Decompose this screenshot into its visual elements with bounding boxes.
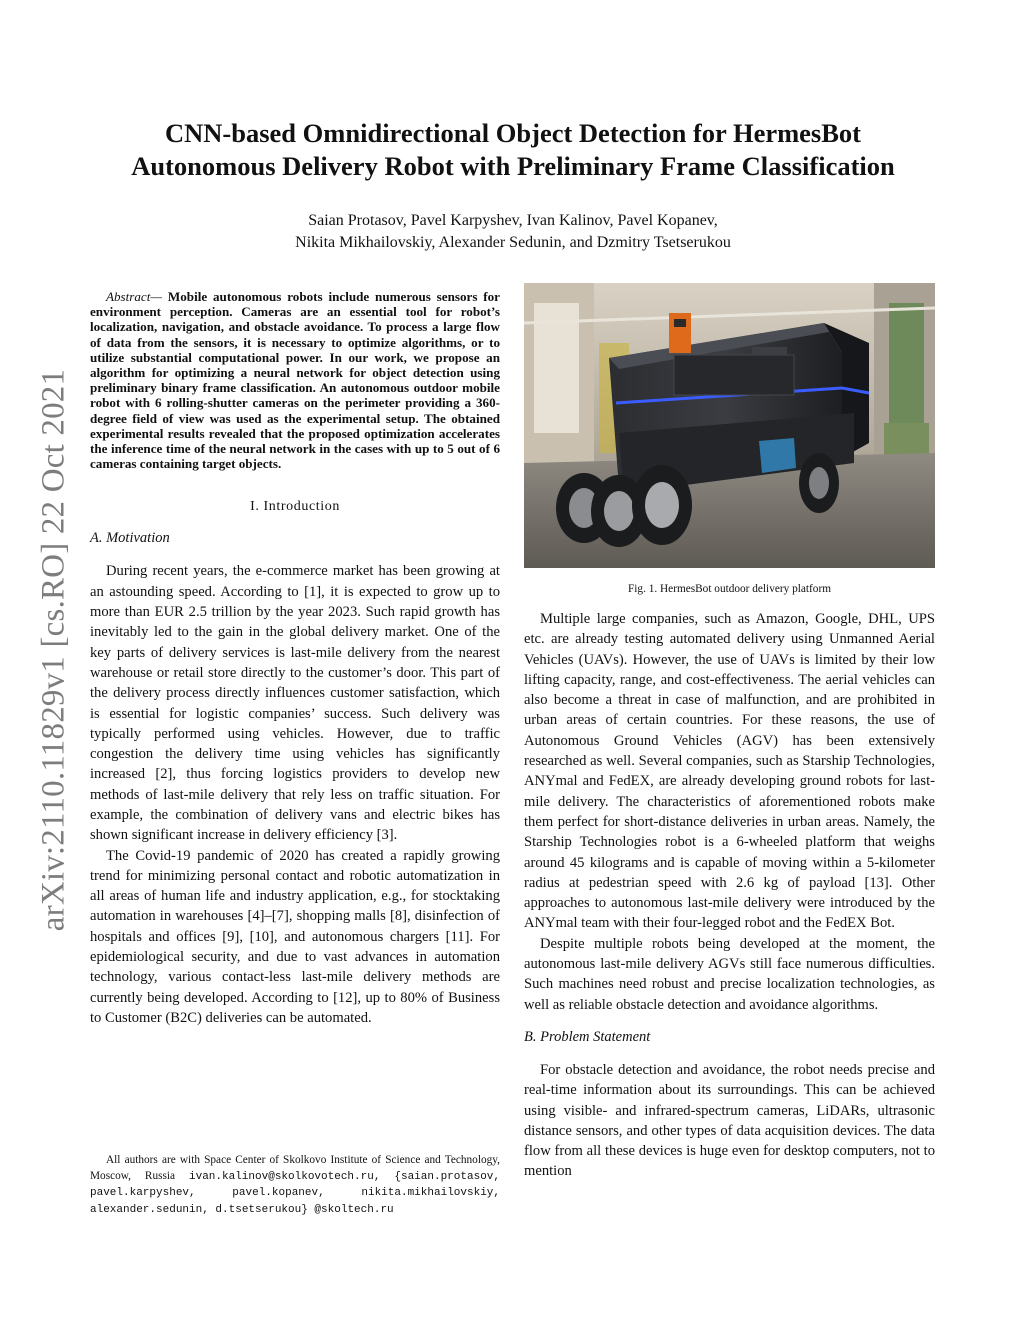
subsection-heading-problem-statement: B. Problem Statement (524, 1028, 651, 1045)
subsection-heading-motivation: A. Motivation (90, 530, 170, 547)
author-list-line-2: Nikita Mikhailovskiy, Alexander Sedunin, and Dzmitry Tsetserukou (295, 234, 731, 251)
paragraph-right-1: Multiple large companies, such as Amazon, Google, DHL, UPS etc. are already testing automated delivery using Unmanned Aerial Vehicles (UAVs). However, the use of UAVs is limited by their low lifting capacity, range, and cost-effectiveness. The aerial vehicles can also become a threat in case of malfunction, and are prohibited in urban areas of certain countries. For these reasons, the use of Autonomous Ground Vehicles (AGV) has been extensively researched as well. Several companies, such as Starship Technologies, ANYmal and FedEX, are already developing ground robots for last-mile delivery. The characteristics of aforementioned robots make them perfect for short-distance deliveries in urban areas. Namely, the Starship Technologies robot is a 6-wheeled platform that weighs around 45 kilograms and is capable of moving within a 5-kilometer radius at pedestrian speed with 2.6 kg of payload [13]. Other approaches to autonomous last-mile delivery were introduced by the ANYmal team with their four-legged robot and the FedEX Bot. (524, 611, 935, 932)
author-affiliation-footnote (90, 1153, 500, 1218)
paper-title-line-1: CNN-based Omnidirectional Object Detection for HermesBot (165, 118, 861, 148)
left-column (90, 289, 500, 1028)
author-list (90, 210, 936, 254)
section-heading-introduction: I. Introduction (250, 499, 340, 515)
abstract-dash: — (150, 289, 163, 304)
footnote-email-list: {saian.protasov, pavel.karpyshev, pavel.kopanev, nikita.mikhailovskiy, alexander.sedunin, d.tsetserukou} @skoltech.ru (90, 1170, 500, 1216)
figure-robot-photo (524, 283, 935, 568)
author-list-line-1: Saian Protasov, Pavel Karpyshev, Ivan Kalinov, Pavel Kopanev, (308, 212, 718, 229)
arxiv-identifier-text: arXiv:2110.11829v1 [cs.RO] 22 Oct 2021 (35, 368, 72, 932)
figure-caption: Fig. 1. HermesBot outdoor delivery platform (628, 583, 831, 595)
abstract-label-text: Abstract (106, 289, 151, 304)
paper-title (90, 117, 936, 183)
paragraph-right-2: Despite multiple robots being developed at the moment, the autonomous last-mile delivery AGVs still face numerous difficulties. Such machines need robust and precise localization technologies, as well as reliable obstacle detection and avoidance algorithms. (524, 935, 935, 1013)
arxiv-identifier-stamp (34, 355, 74, 945)
footnote-affiliation-text: All authors are with Space Center of Skolkovo Institute of Science and Technology, Moscow, Russia (90, 1154, 500, 1182)
paragraph-motivation-2: The Covid-19 pandemic of 2020 has created a rapidly growing trend for minimizing personal contact and robotic automatization in all areas of human life and industry application, e.g., for stocktaking automation in warehouses [4]–[7], shopping malls [8], disinfection of hospitals and offices [9], [10], and autonomous chargers [11]. For epidemiological security, and due to vast advances in automation technology, various contact-less last-mile delivery methods are currently being developed. According to [12], up to 80% of Business to Customer (B2C) deliveries can be automated. (90, 847, 500, 1026)
paragraph-problem-statement: For obstacle detection and avoidance, the robot needs precise and real-time information about its surroundings. This can be achieved using visible- and infrared-spectrum cameras, LiDARs, ultrasonic distance sensors, and other types of data acquisition devices. The data flow from all these devices is huge even for desktop computers, not to mention (524, 1061, 935, 1180)
right-column (524, 283, 935, 1182)
paper-title-line-2: Autonomous Delivery Robot with Preliminary Frame Classification (131, 151, 895, 181)
abstract-label (106, 289, 162, 304)
footnote-email-primary: ivan.kalinov@skolkovotech.ru, (189, 1170, 381, 1183)
hermesbot-photo-illustration (524, 283, 935, 568)
paragraph-motivation-1: During recent years, the e-commerce market has been growing at an astounding speed. According to [1], it is expected to grow up to more than EUR 2.5 trillion by the year 2023. Such rapid growth has inevitably led to the gain in the global delivery market. One of the key parts of delivery services is last-mile delivery from the nearest warehouse or retail store directly to the customer’s door. This part of the delivery process directly influences customer satisfaction, which is essential for logistic companies’ success. Such delivery was typically performed using vehicles. However, due to traffic congestion the delivery time using vehicles has significantly increased [2], thus forcing logistics providers to develop new methods of last-mile delivery that rely less on traffic situation. For example, the combination of delivery vans and electric bikes has shown significant increase in delivery efficiency [3]. (90, 563, 500, 844)
abstract (90, 289, 500, 471)
abstract-text: Mobile autonomous robots include numerous sensors for environment perception. Cameras are an essential tool for robot’s localization, navigation, and obstacle avoidance. To process a large flow of data from the sensors, it is necessary to optimize algorithms, or to utilize substantial computational power. In our work, we propose an algorithm for optimizing a neural network for object detection using preliminary binary frame classification. An autonomous outdoor mobile robot with 6 rolling-shutter cameras on the perimeter providing a 360-degree field of view was used as the experimental setup. The obtained experimental results revealed that the proposed optimization accelerates the inference time of the neural network in the cases with up to 5 out of 6 cameras containing target objects. (90, 289, 500, 472)
